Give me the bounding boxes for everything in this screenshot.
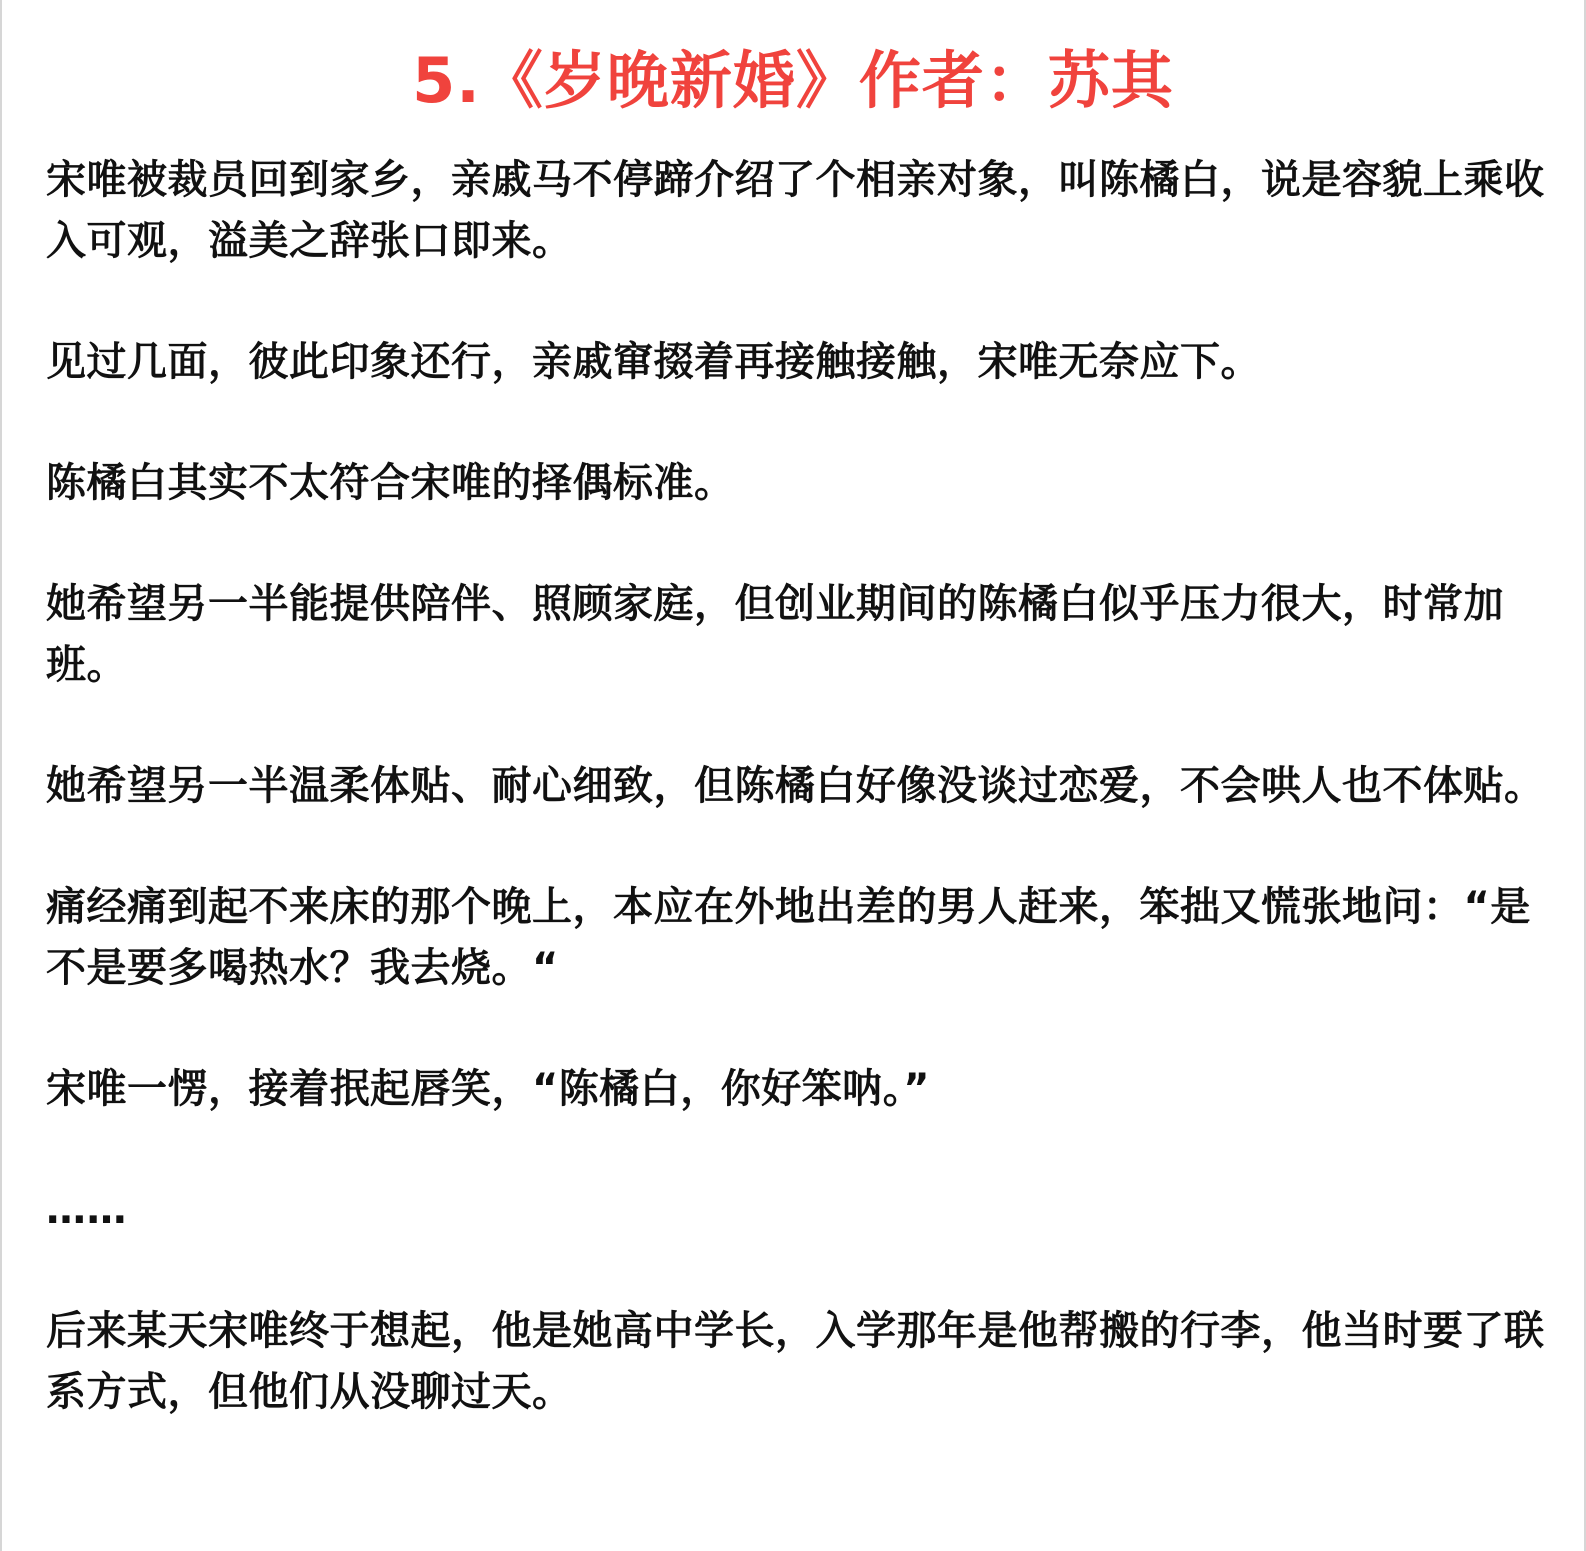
paragraph-6: 痛经痛到起不来床的那个晚上，本应在外地出差的男人赶来，笨拙又慌张地问：“是不是要多喝热水？我去烧。“ [46, 884, 1531, 991]
paragraph-3: 陈橘白其实不太符合宋唯的择偶标准。 [46, 460, 735, 506]
paragraph-2: 见过几面，彼此印象还行，亲戚窜掇着再接触接触，宋唯无奈应下。 [46, 339, 1261, 385]
ellipsis-separator: …… [46, 1187, 127, 1233]
document-title: 5.《岁晚新婚》作者：苏其 [412, 44, 1174, 117]
paragraph-4: 她希望另一半能提供陪伴、照顾家庭，但创业期间的陈橘白似乎压力很大，时常加班。 [46, 581, 1504, 688]
paragraph-7: 宋唯一愣，接着抿起唇笑，“陈橘白，你好笨呐。” [46, 1066, 931, 1112]
paragraph-8: 后来某天宋唯终于想起，他是她高中学长，入学那年是他帮搬的行李，他当时要了联系方式，但他们从没聊过天。 [46, 1308, 1545, 1415]
document-body [46, 150, 1546, 1483]
paragraph-1: 宋唯被裁员回到家乡，亲戚马不停蹄介绍了个相亲对象，叫陈橘白，说是容貌上乘收入可观，溢美之辞张口即来。 [46, 157, 1545, 264]
paragraph-5: 她希望另一半温柔体贴、耐心细致，但陈橘白好像没谈过恋爱，不会哄人也不体贴。 [46, 763, 1545, 809]
